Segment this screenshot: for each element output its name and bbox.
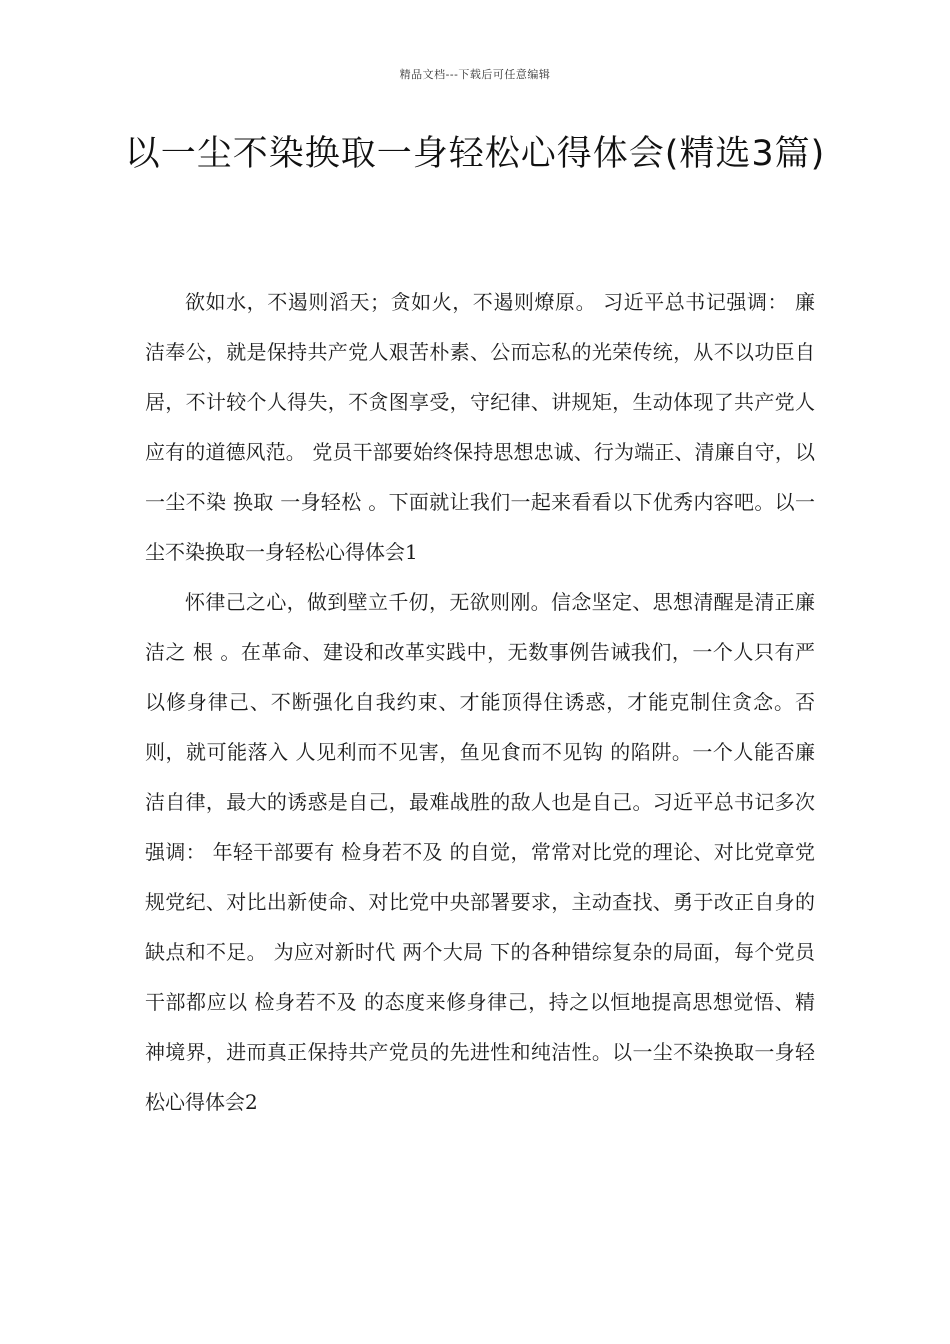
paragraph-2: 怀律己之心，做到壁立千仞，无欲则刚。信念坚定、思想清醒是清正廉洁之 根 。在革命、建设和改革实践中，无数事例告诫我们，一个人只有严以修身律己、不断强化自我约束、才能顶得住诱惑，才能克制住贪念。否则，就可能落入 人见利而不见害，鱼见食而不见钩 的陷阱。一个人能否廉洁自律，最大的诱惑是自己，最难战胜的敌人也是自己。习近平总书记多次强调： 年轻干部要有 检身若不及 的自觉，常常对比党的理论、对比党章党规党纪、对比出新使命、对比党中央部署要求，主动查找、勇于改正自身的缺点和不足。 为应对新时代 两个大局 下的各种错综复杂的局面，每个党员干部都应以 检身若不及 的态度来修身律己，持之以恒地提高思想觉悟、精神境界，进而真正保持共产党员的先进性和纯洁性。以一尘不染换取一身轻松心得体会2 — [145, 590, 815, 1114]
paragraph-1: 欲如水，不遏则滔天；贪如火，不遏则燎原。 习近平总书记强调： 廉洁奉公，就是保持共产党人艰苦朴素、公而忘私的光荣传统，从不以功臣自居，不计较个人得失，不贪图享受，守纪律、讲规矩，生动体现了共产党人应有的道德风范。 党员干部要始终保持思想忠诚、行为端正、清廉自守，以 一尘不染 换取 一身轻松 。下面就让我们一起来看看以下优秀内容吧。以一尘不染换取一身轻松心得体会1 — [145, 290, 815, 564]
document-title: 以一尘不染换取一身轻松心得体会(精选3篇) — [124, 134, 826, 174]
header-note: 精品文档---下载后可任意编辑 — [399, 68, 551, 81]
document-body — [145, 277, 815, 1127]
